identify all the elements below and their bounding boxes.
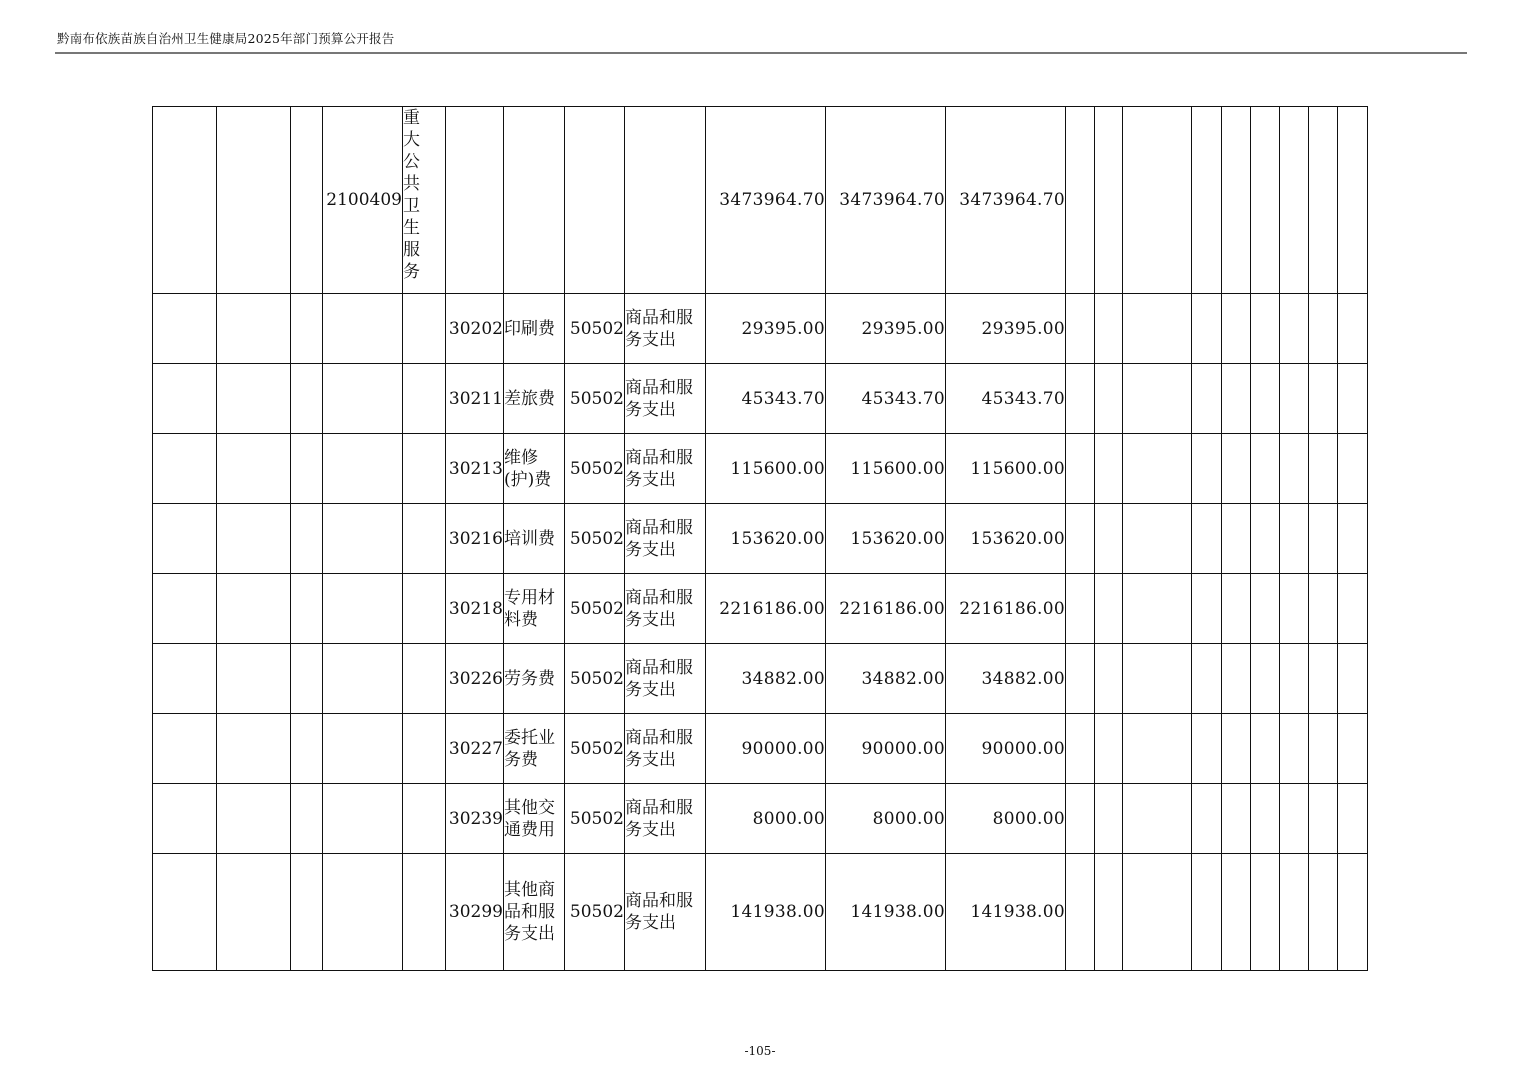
basic-amount-cell: 3473964.70 (826, 107, 946, 294)
total-amount-cell: 45343.70 (706, 364, 826, 434)
total-amount-cell: 2216186.00 (706, 574, 826, 644)
basic-amount-cell: 29395.00 (826, 294, 946, 364)
empty-cell (1222, 364, 1251, 434)
table-row (153, 434, 1368, 504)
econ-code-cell: 30226 (446, 644, 504, 714)
empty-cell (1338, 574, 1368, 644)
empty-cell (291, 784, 323, 854)
total-amount-cell: 29395.00 (706, 294, 826, 364)
empty-cell (1338, 364, 1368, 434)
empty-cell (1095, 294, 1123, 364)
empty-cell (504, 107, 565, 294)
empty-cell (1338, 434, 1368, 504)
econ-name-cell: 劳务费 (504, 644, 565, 714)
empty-cell (1222, 294, 1251, 364)
empty-cell (153, 574, 217, 644)
econ-name-cell: 其他商品和服务支出 (504, 854, 565, 971)
empty-cell (153, 644, 217, 714)
empty-cell (153, 714, 217, 784)
empty-cell (1251, 714, 1280, 784)
empty-cell (403, 504, 446, 574)
empty-cell (1192, 504, 1222, 574)
group-row (153, 107, 1368, 294)
empty-cell (1192, 294, 1222, 364)
basic-amount-cell: 115600.00 (826, 434, 946, 504)
empty-cell (217, 364, 291, 434)
empty-cell (1309, 434, 1338, 504)
gov-name-cell: 商品和服务支出 (625, 434, 706, 504)
empty-cell (403, 434, 446, 504)
empty-cell (1280, 854, 1309, 971)
empty-cell (1222, 107, 1251, 294)
econ-name-cell: 培训费 (504, 504, 565, 574)
basic-amount-cell: 8000.00 (826, 784, 946, 854)
gov-code-cell: 50502 (565, 574, 625, 644)
gov-name-cell: 商品和服务支出 (625, 294, 706, 364)
empty-cell (1280, 644, 1309, 714)
empty-cell (291, 434, 323, 504)
gov-name-cell: 商品和服务支出 (625, 854, 706, 971)
project-amount-cell: 153620.00 (946, 504, 1066, 574)
empty-cell (403, 294, 446, 364)
empty-cell (323, 784, 403, 854)
empty-cell (1192, 364, 1222, 434)
empty-cell (1095, 504, 1123, 574)
empty-cell (291, 714, 323, 784)
empty-cell (1309, 784, 1338, 854)
empty-cell (1066, 854, 1095, 971)
empty-cell (1066, 504, 1095, 574)
empty-cell (323, 504, 403, 574)
total-amount-cell: 34882.00 (706, 644, 826, 714)
empty-cell (1123, 434, 1192, 504)
empty-cell (217, 434, 291, 504)
empty-cell (153, 364, 217, 434)
function-code-cell: 2100409 (323, 107, 403, 294)
empty-cell (1066, 574, 1095, 644)
econ-code-cell: 30227 (446, 714, 504, 784)
empty-cell (217, 107, 291, 294)
empty-cell (1123, 574, 1192, 644)
empty-cell (1251, 574, 1280, 644)
empty-cell (291, 504, 323, 574)
empty-cell (1095, 714, 1123, 784)
empty-cell (1123, 504, 1192, 574)
page-number: -105- (744, 1044, 776, 1058)
empty-cell (153, 854, 217, 971)
total-amount-cell: 3473964.70 (706, 107, 826, 294)
empty-cell (1123, 644, 1192, 714)
empty-cell (1309, 107, 1338, 294)
empty-cell (1280, 294, 1309, 364)
econ-code-cell: 30213 (446, 434, 504, 504)
econ-code-cell: 30218 (446, 574, 504, 644)
empty-cell (153, 504, 217, 574)
gov-name-cell: 商品和服务支出 (625, 784, 706, 854)
empty-cell (1095, 434, 1123, 504)
econ-name-cell: 其他交通费用 (504, 784, 565, 854)
econ-code-cell: 30299 (446, 854, 504, 971)
empty-cell (625, 107, 706, 294)
empty-cell (1280, 574, 1309, 644)
gov-code-cell: 50502 (565, 784, 625, 854)
basic-amount-cell: 2216186.00 (826, 574, 946, 644)
empty-cell (1192, 574, 1222, 644)
basic-amount-cell: 34882.00 (826, 644, 946, 714)
empty-cell (1338, 504, 1368, 574)
function-name-text: 重大公共卫生服务 (403, 108, 420, 282)
empty-cell (291, 854, 323, 971)
empty-cell (291, 574, 323, 644)
empty-cell (1192, 714, 1222, 784)
empty-cell (1066, 294, 1095, 364)
empty-cell (323, 294, 403, 364)
empty-cell (1309, 294, 1338, 364)
empty-cell (1309, 714, 1338, 784)
empty-cell (1192, 644, 1222, 714)
gov-code-cell: 50502 (565, 434, 625, 504)
empty-cell (1123, 784, 1192, 854)
empty-cell (1095, 784, 1123, 854)
gov-code-cell: 50502 (565, 364, 625, 434)
empty-cell (217, 574, 291, 644)
project-amount-cell: 34882.00 (946, 644, 1066, 714)
empty-cell (1222, 854, 1251, 971)
empty-cell (323, 854, 403, 971)
empty-cell (1338, 294, 1368, 364)
econ-name-cell: 委托业务费 (504, 714, 565, 784)
empty-cell (217, 644, 291, 714)
total-amount-cell: 8000.00 (706, 784, 826, 854)
header-rule (55, 52, 1467, 54)
empty-cell (1251, 364, 1280, 434)
table-row (153, 644, 1368, 714)
empty-cell (1095, 364, 1123, 434)
empty-cell (1251, 644, 1280, 714)
budget-table (152, 106, 1368, 971)
total-amount-cell: 115600.00 (706, 434, 826, 504)
empty-cell (1251, 504, 1280, 574)
gov-code-cell: 50502 (565, 854, 625, 971)
econ-code-cell: 30239 (446, 784, 504, 854)
empty-cell (1095, 107, 1123, 294)
table-row (153, 574, 1368, 644)
project-amount-cell: 8000.00 (946, 784, 1066, 854)
total-amount-cell: 90000.00 (706, 714, 826, 784)
table-row (153, 784, 1368, 854)
empty-cell (1192, 434, 1222, 504)
empty-cell (1251, 784, 1280, 854)
basic-amount-cell: 141938.00 (826, 854, 946, 971)
gov-name-cell: 商品和服务支出 (625, 714, 706, 784)
empty-cell (1280, 504, 1309, 574)
empty-cell (323, 434, 403, 504)
project-amount-cell: 2216186.00 (946, 574, 1066, 644)
econ-code-cell: 30211 (446, 364, 504, 434)
empty-cell (403, 854, 446, 971)
empty-cell (1338, 854, 1368, 971)
empty-cell (217, 854, 291, 971)
empty-cell (1123, 854, 1192, 971)
empty-cell (217, 714, 291, 784)
total-amount-cell: 153620.00 (706, 504, 826, 574)
basic-amount-cell: 153620.00 (826, 504, 946, 574)
empty-cell (153, 784, 217, 854)
empty-cell (1309, 504, 1338, 574)
empty-cell (1338, 714, 1368, 784)
empty-cell (323, 364, 403, 434)
empty-cell (1309, 854, 1338, 971)
empty-cell (1251, 107, 1280, 294)
empty-cell (323, 574, 403, 644)
empty-cell (153, 107, 217, 294)
empty-cell (1280, 107, 1309, 294)
empty-cell (1222, 644, 1251, 714)
econ-name-cell: 差旅费 (504, 364, 565, 434)
empty-cell (1280, 364, 1309, 434)
empty-cell (1123, 364, 1192, 434)
gov-name-cell: 商品和服务支出 (625, 574, 706, 644)
empty-cell (1280, 784, 1309, 854)
empty-cell (1222, 714, 1251, 784)
econ-code-cell: 30216 (446, 504, 504, 574)
econ-name-cell: 印刷费 (504, 294, 565, 364)
total-amount-cell: 141938.00 (706, 854, 826, 971)
empty-cell (565, 107, 625, 294)
econ-code-cell: 30202 (446, 294, 504, 364)
empty-cell (403, 714, 446, 784)
empty-cell (1222, 504, 1251, 574)
empty-cell (1066, 107, 1095, 294)
gov-code-cell: 50502 (565, 644, 625, 714)
empty-cell (1309, 574, 1338, 644)
project-amount-cell: 141938.00 (946, 854, 1066, 971)
empty-cell (1066, 714, 1095, 784)
table-row (153, 714, 1368, 784)
empty-cell (1222, 434, 1251, 504)
project-amount-cell: 3473964.70 (946, 107, 1066, 294)
empty-cell (1066, 784, 1095, 854)
table-row (153, 364, 1368, 434)
empty-cell (1192, 784, 1222, 854)
basic-amount-cell: 90000.00 (826, 714, 946, 784)
empty-cell (1095, 644, 1123, 714)
empty-cell (1309, 364, 1338, 434)
gov-code-cell: 50502 (565, 504, 625, 574)
empty-cell (1338, 644, 1368, 714)
empty-cell (403, 574, 446, 644)
function-name-cell (403, 107, 446, 294)
empty-cell (446, 107, 504, 294)
empty-cell (1095, 574, 1123, 644)
project-amount-cell: 90000.00 (946, 714, 1066, 784)
econ-name-cell: 维修(护)费 (504, 434, 565, 504)
empty-cell (1251, 854, 1280, 971)
empty-cell (1251, 294, 1280, 364)
empty-cell (153, 294, 217, 364)
empty-cell (291, 107, 323, 294)
gov-code-cell: 50502 (565, 294, 625, 364)
table-row (153, 504, 1368, 574)
table-row (153, 294, 1368, 364)
project-amount-cell: 45343.70 (946, 364, 1066, 434)
empty-cell (1338, 784, 1368, 854)
gov-name-cell: 商品和服务支出 (625, 364, 706, 434)
empty-cell (1280, 714, 1309, 784)
empty-cell (217, 784, 291, 854)
project-amount-cell: 29395.00 (946, 294, 1066, 364)
empty-cell (291, 294, 323, 364)
project-amount-cell: 115600.00 (946, 434, 1066, 504)
empty-cell (1123, 714, 1192, 784)
empty-cell (1280, 434, 1309, 504)
empty-cell (1222, 574, 1251, 644)
empty-cell (1309, 644, 1338, 714)
basic-amount-cell: 45343.70 (826, 364, 946, 434)
table-row (153, 854, 1368, 971)
econ-name-cell: 专用材料费 (504, 574, 565, 644)
empty-cell (1338, 107, 1368, 294)
empty-cell (217, 504, 291, 574)
empty-cell (1251, 434, 1280, 504)
gov-code-cell: 50502 (565, 714, 625, 784)
empty-cell (403, 784, 446, 854)
empty-cell (1222, 784, 1251, 854)
empty-cell (1066, 434, 1095, 504)
empty-cell (1192, 107, 1222, 294)
empty-cell (1095, 854, 1123, 971)
empty-cell (291, 644, 323, 714)
empty-cell (1066, 364, 1095, 434)
empty-cell (323, 714, 403, 784)
empty-cell (403, 364, 446, 434)
empty-cell (1066, 644, 1095, 714)
page-header-title: 黔南布依族苗族自治州卫生健康局2025年部门预算公开报告 (57, 31, 395, 46)
gov-name-cell: 商品和服务支出 (625, 504, 706, 574)
empty-cell (1123, 107, 1192, 294)
empty-cell (217, 294, 291, 364)
empty-cell (1123, 294, 1192, 364)
gov-name-cell: 商品和服务支出 (625, 644, 706, 714)
empty-cell (291, 364, 323, 434)
empty-cell (323, 644, 403, 714)
empty-cell (1192, 854, 1222, 971)
empty-cell (403, 644, 446, 714)
empty-cell (153, 434, 217, 504)
